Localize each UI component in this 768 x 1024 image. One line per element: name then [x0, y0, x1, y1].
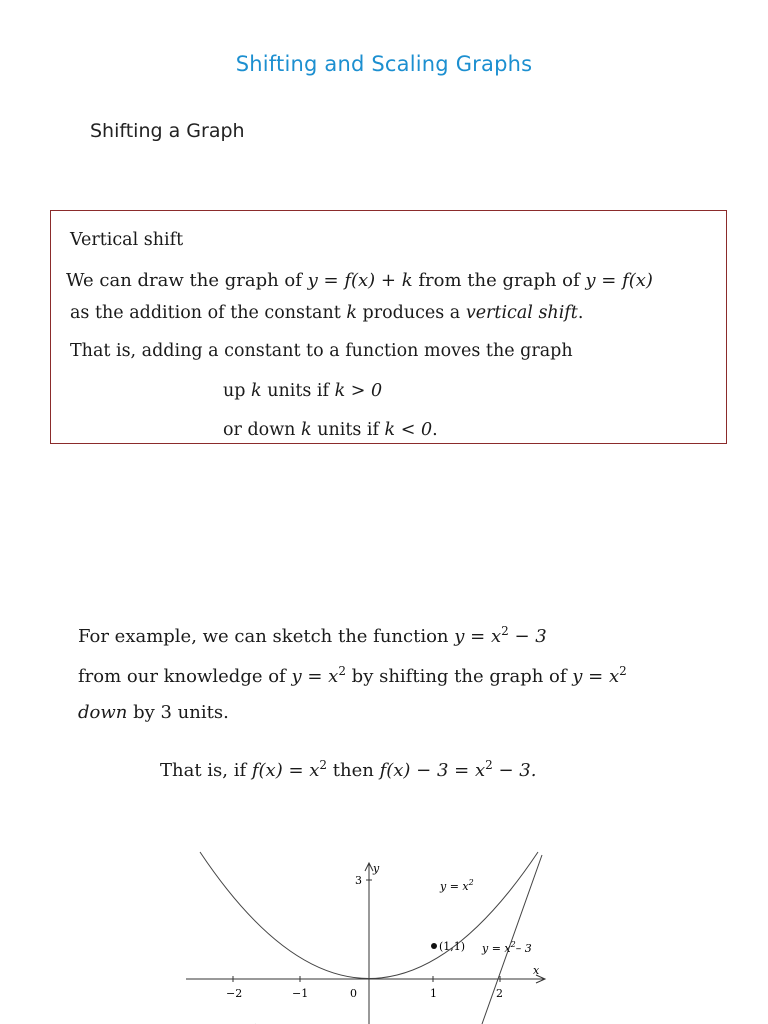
curve-label-x-squared: $y = x^2$ [440, 878, 474, 893]
x-axis-label: x [533, 964, 540, 977]
y-tick-label: 3 [355, 874, 362, 887]
y-axis-label: y [373, 862, 380, 875]
page-title: Shifting and Scaling Graphs [235, 52, 533, 76]
curve-label-x-squared-minus-3: $y = x^2-$ 3 [482, 940, 532, 955]
box-line-1: We can draw the graph of y = f(x) + k from the graph of y = f(x) [66, 270, 653, 291]
parabola-graph [180, 850, 560, 1024]
definition-box [50, 210, 727, 444]
box-line-3: That is, adding a constant to a function moves the graph [70, 341, 573, 361]
x-tick-label: −1 [292, 987, 309, 1000]
box-heading: Vertical shift [70, 230, 184, 250]
section-heading: Shifting a Graph [90, 120, 245, 142]
box-line-4: up k units if k > 0 [223, 381, 383, 401]
box-line-2: as the addition of the constant k produces a vertical shift. [70, 303, 584, 323]
example-line-1: For example, we can sketch the function $y = x^2 - 3$ [78, 624, 547, 647]
x-tick-label: −2 [226, 987, 243, 1000]
box-line-5: or down k units if k < 0. [223, 420, 438, 440]
example-line-2: from our knowledge of $y = x^2$ by shifting the graph of $y = x^2$ [78, 664, 627, 687]
x-tick-label: 2 [496, 987, 503, 1000]
x-tick-label: 1 [430, 987, 437, 1000]
x-tick-label: 0 [350, 987, 357, 1000]
point-1-1 [431, 943, 437, 949]
example-line-3: down by 3 units. [78, 702, 229, 723]
point-label: (1,1) [439, 940, 466, 953]
example-line-4: That is, if $f(x) = x^2$ then $f(x) - 3 = x^2 - 3$. [160, 758, 537, 781]
